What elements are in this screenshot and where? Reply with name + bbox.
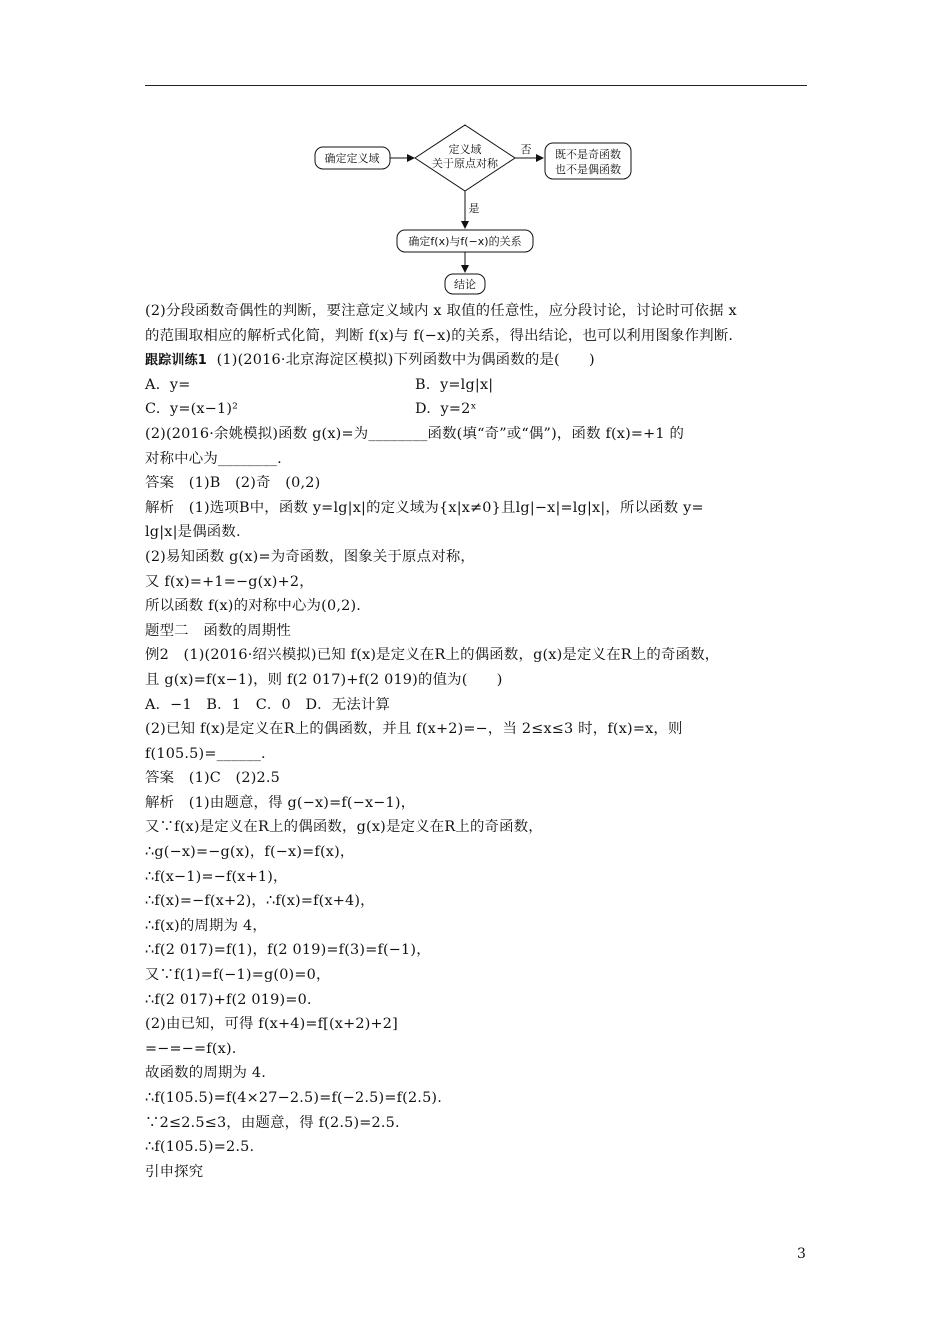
flow-no-label: 否 xyxy=(520,143,532,156)
text-line: 故函数的周期为 4. xyxy=(145,1065,267,1082)
text-line: ∴f(x−1)=−f(x+1)， xyxy=(145,868,288,885)
flow-yes-label: 是 xyxy=(468,202,480,215)
text-line: (2)由已知，可得 f(x+4)=f[(x+2)+2] xyxy=(145,1016,398,1033)
option-c: C. y=(x−1)² xyxy=(145,401,239,418)
page-number: 3 xyxy=(797,1246,806,1262)
analysis-line: 解析 (1)选项B中，函数 y=lg|x|的定义域为{x|x≠0}且lg|−x|=lg|x|，所以函数 y= xyxy=(145,499,704,516)
text-line: 的范围取相应的解析式化简，判断 f(x)与 f(−x)的关系，得出结论，也可以利用图象作判断. xyxy=(145,327,734,344)
text-line: 又∵f(1)=f(−1)=g(0)=0， xyxy=(145,967,331,984)
text-line: ∴f(x)的周期为 4， xyxy=(145,917,267,934)
example-line: 例2 (1)(2016·绍兴模拟)已知 f(x)是定义在R上的偶函数，g(x)是定义在R上的奇函数， xyxy=(145,647,720,664)
flow-no-result-line2: 也不是偶函数 xyxy=(555,163,621,176)
practice-label: 跟踪训练1 xyxy=(145,353,208,369)
text-line: 对称中心为________. xyxy=(145,450,282,467)
options-row-ab xyxy=(145,373,810,398)
text-line: ∴f(105.5)=f(4×27−2.5)=f(−2.5)=f(2.5). xyxy=(145,1090,443,1106)
flow-no-result-line1: 既不是奇函数 xyxy=(555,148,621,161)
text-line: 又∵f(x)是定义在R上的偶函数，g(x)是定义在R上的奇函数， xyxy=(145,819,543,836)
text-line: ∴f(105.5)=2.5. xyxy=(145,1139,255,1156)
choices-line: A．−1 B．1 C．0 D．无法计算 xyxy=(145,696,391,713)
flow-decision-line1: 定义域 xyxy=(448,143,482,156)
options-row-cd xyxy=(145,397,810,422)
text-line: =−=−=f(x). xyxy=(145,1040,237,1057)
practice-line xyxy=(145,348,810,373)
text-line: (2)易知函数 g(x)=为奇函数，图象关于原点对称， xyxy=(145,548,476,565)
flow-end-text: 结论 xyxy=(454,278,476,291)
answer-line: 答案 (1)C (2)2.5 xyxy=(145,770,281,787)
text-line: ∴f(2 017)+f(2 019)=0. xyxy=(145,991,312,1008)
answer-line: 答案 (1)B (2)奇 (0,2) xyxy=(145,475,321,492)
practice-question: (1)(2016·北京海淀区模拟)下列函数中为偶函数的是( ) xyxy=(207,352,595,369)
flow-decision-line2: 关于原点对称 xyxy=(432,157,498,170)
text-line: lg|x|是偶函数. xyxy=(145,524,241,541)
analysis-line: 解析 (1)由题意，得 g(−x)=f(−x−1)， xyxy=(145,794,416,811)
option-d: D. y=2ˣ xyxy=(415,401,477,418)
text-line: ∴g(−x)=−g(x)，f(−x)=f(x)， xyxy=(145,844,355,861)
flow-step2-text: 确定f(x)与f(−x)的关系 xyxy=(408,235,522,248)
text-line: (2)分段函数奇偶性的判断，要注意定义域内 x 取值的任意性，应分段讨论，讨论时可依据 x xyxy=(145,303,737,319)
flowchart xyxy=(300,120,660,300)
flow-start-text: 确定定义域 xyxy=(324,152,380,165)
option-b: B. y=lg|x| xyxy=(415,376,494,393)
text-line: ∴f(x)=−f(x+2)，∴f(x)=f(x+4)， xyxy=(145,893,375,910)
text-line: 所以函数 f(x)的对称中心为(0,2). xyxy=(145,598,362,615)
text-line: (2)已知 f(x)是定义在R上的偶函数，并且 f(x+2)=−，当 2≤x≤3 时，f(x)=x，则 xyxy=(145,721,683,738)
text-line: 又 f(x)=+1=−g(x)+2， xyxy=(145,573,314,590)
section-heading: 引申探究 xyxy=(145,1163,204,1180)
document-body xyxy=(145,299,810,1184)
text-line: ∵2≤2.5≤3，由题意，得 f(2.5)=2.5. xyxy=(145,1114,400,1131)
text-line: f(105.5)=______. xyxy=(145,745,266,762)
text-line: (2)(2016·余姚模拟)函数 g(x)=为________函数(填“奇”或“偶”)，函数 f(x)=+1 的 xyxy=(145,425,685,442)
section-heading: 题型二 函数的周期性 xyxy=(145,622,291,639)
header-rule xyxy=(145,85,807,86)
text-line: ∴f(2 017)=f(1)，f(2 019)=f(3)=f(−1)， xyxy=(145,942,431,959)
option-a: A. y= xyxy=(145,376,191,393)
text-line: 且 g(x)=f(x−1)，则 f(2 017)+f(2 019)的值为( ) xyxy=(145,671,503,688)
